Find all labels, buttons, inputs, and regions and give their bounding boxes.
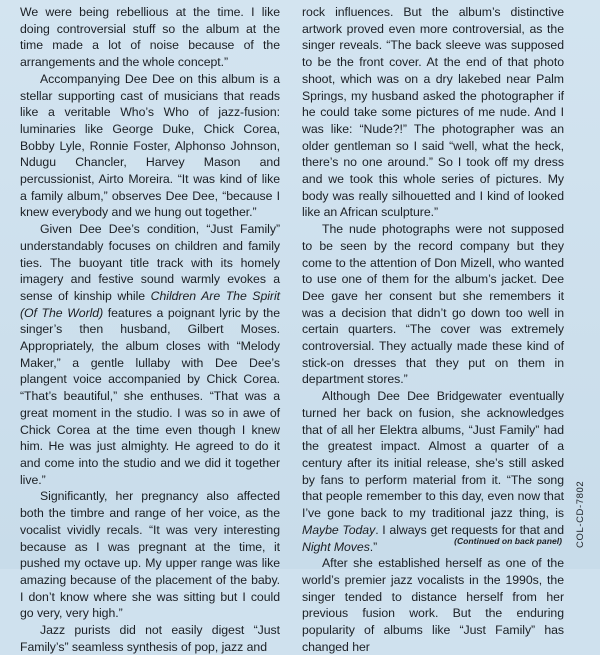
paragraph: Jazz purists did not easily digest “Just Family’s” seamless synthesis of pop, jazz and — [20, 623, 280, 654]
paragraph: After she established herself as one of the world’s premier jazz vocalists in the 1990s, the singer tended to distance herself from her previous fusion work. But the enduring popularity of albums like “Just Family” has changed her — [302, 556, 564, 654]
paragraph — [20, 221, 280, 488]
paragraph-text: . I always get requests for that and — [375, 522, 564, 537]
paragraph-text: Given Dee Dee’s condition, “Just Family” understandably focuses on children and family ties. The buoyant title track with its homely imagery and festive sound warmly evokes a sense of kinship while — [20, 222, 280, 303]
paragraph — [302, 388, 564, 555]
right-text-column — [302, 4, 564, 655]
paragraph-text: features a poignant lyric by the singer’s then husband, Gilbert Moses. Appropriately, the album closes with “Melody Maker,” a gentle lullaby with Dee Dee’s plangent voice accompanied by Chick Corea. “That’s beautiful,” she enthuses. “That was a great moment in the studio. I was so in awe of Chick Corea at the time even though I knew him. He was just almighty. He agreed to do it and come into the studio and we did it together live.” — [20, 305, 280, 487]
catalog-number: COL-CD-7802 — [575, 480, 586, 548]
paragraph: Accompanying Dee Dee on this album is a stellar supporting cast of musicians that reads like a veritable Who’s Who of jazz-fusion: luminaries like George Duke, Chick Corea, Bobby Lyle, Ronnie Foster, Alphonso Johnson, Ndugu Chancler, Harvey Mason and percussionist, Airto Moreira. “It was kind of like a family album,” observes Dee Dee, “because I knew everybody and we hung out together.” — [20, 71, 280, 220]
paragraph: rock influences. But the album’s distinctive artwork proved even more controversial, as the singer reveals. “The back sleeve was supposed to be the front cover. At the end of that photo shoot, which was on a dry lakebed near Palm Springs, my husband asked the photographer if he could take some pictures of me nude. And I was like: “Nude?!” The photographer was an older gentleman so I said “well, what the heck, there’s no one around.” So I took off my dress and we took this whole series of pictures. My body was really silhouetted and I kind of looked like an African sculpture.” — [302, 5, 564, 220]
song-title: Children Are The Spirit (Of The World) — [20, 288, 281, 320]
song-title: Maybe Today — [302, 522, 376, 537]
paragraph: The nude photographs were not supposed to be seen by the record company but they come to the attention of Don Mizell, who wanted to use one of them for the album’s jacket. Dee Dee gave her consent but she remembers it was a decision that didn’t go down too well in certain quarters. “The cover was extremely controversial. They actually made these kind of stick-on dresses that they put on them in department stores.” — [302, 222, 564, 387]
paragraph-text: .” — [369, 539, 378, 554]
paragraph-text: Although Dee Dee Bridgewater eventually turned her back on fusion, she acknowledges that of all her Elektra albums, “Just Family” had the greatest impact. Almost a quarter of a century after its initial release, she’s still asked by fans to perform material from it. “The song that people remember to this day, even now that I’ve gone back to my traditional jazz thing, is — [302, 389, 564, 521]
continued-note: (Continued on back panel) — [454, 536, 562, 546]
paragraph: Significantly, her pregnancy also affected both the timbre and range of her voice, as the vocalist vividly recals. “It was very interesting because as I was pregnant at the time, it pushed my octave up. My upper range was like amazing because of the placement of the baby. I don’t know where she was sitting but I could go very, very high.” — [20, 489, 280, 621]
paragraph: We were being rebellious at the time. I like doing controversial stuff so the album at the time made a lot of noise because of the arrangements and the whole concept.” — [20, 5, 280, 70]
song-title: Night Moves — [302, 539, 370, 554]
left-text-column — [20, 4, 280, 655]
